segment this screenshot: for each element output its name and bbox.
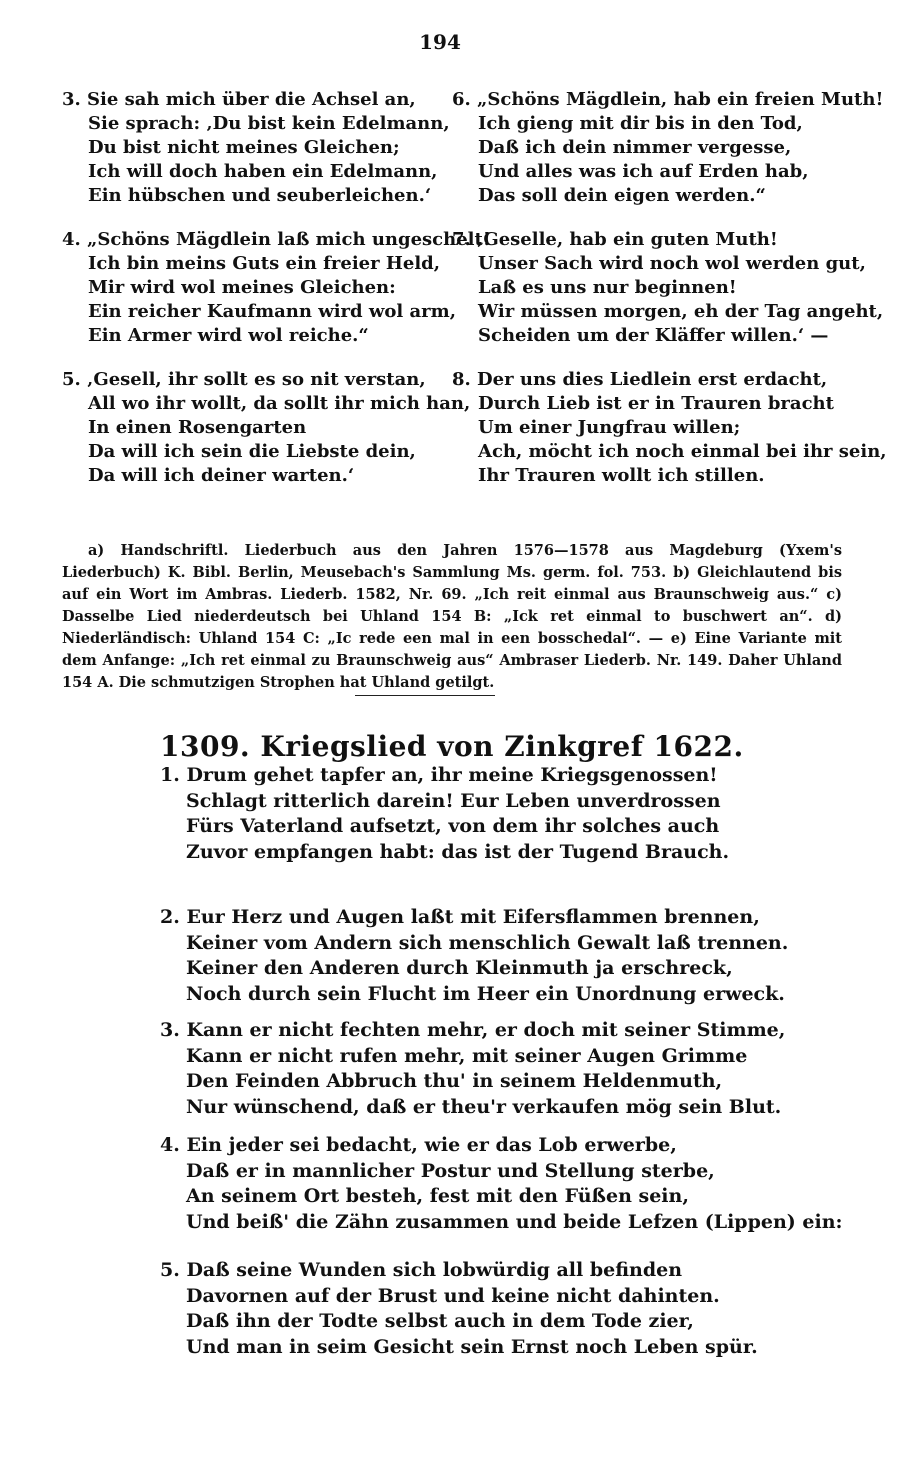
- verse-line: Daß ihn der Todte selbst auch in dem Tode zier,: [186, 1310, 694, 1332]
- stanza: [452, 368, 887, 488]
- verse-line: Das soll dein eigen werden.“: [478, 185, 766, 206]
- verse-line: Ich bin meins Guts ein freier Held,: [88, 253, 441, 274]
- verse-line: Da will ich deiner warten.‘: [88, 465, 355, 486]
- verse-line: 5. ‚Gesell, ihr sollt es so nit verstan,: [62, 369, 426, 390]
- verse-line: Schlagt ritterlich darein! Eur Leben unverdrossen: [186, 789, 721, 812]
- verse-line: Fürs Vaterland aufsetzt, von dem ihr solches auch: [186, 815, 720, 837]
- verse-line: Und beiß' die Zähn zusammen und beide Lefzen (Lippen) ein:: [186, 1210, 843, 1233]
- song-stanza: [160, 1258, 758, 1360]
- verse-line: 7. ‚Geselle, hab ein guten Muth!: [452, 229, 778, 250]
- stanza: [62, 368, 470, 488]
- verse-line: Keiner den Anderen durch Kleinmuth ja erschreck,: [186, 957, 733, 979]
- stanza: [62, 228, 491, 348]
- verse-line: An seinem Ort besteh, fest mit den Füßen sein,: [186, 1185, 689, 1207]
- verse-line: Ich gieng mit dir bis in den Tod,: [478, 113, 803, 134]
- verse-line: Ein hübschen und seuberleichen.‘: [88, 185, 432, 206]
- page-number: 194: [419, 30, 461, 54]
- verse-line: Unser Sach wird noch wol werden gut,: [478, 253, 866, 274]
- song-title: 1309. Kriegslied von Zinkgref 1622.: [160, 730, 744, 763]
- verse-line: Um einer Jungfrau willen;: [478, 417, 741, 438]
- verse-line: Nur wünschend, daß er theu'r verkaufen mög sein Blut.: [186, 1095, 782, 1118]
- stanza: [452, 88, 883, 208]
- verse-line: Keiner vom Andern sich menschlich Gewalt laß trennen.: [186, 931, 789, 954]
- verse-line: Zuvor empfangen habt: das ist der Tugend Brauch.: [186, 840, 730, 863]
- verse-line: Daß er in mannlicher Postur und Stellung sterbe,: [186, 1159, 715, 1182]
- verse-line: Und alles was ich auf Erden hab,: [478, 161, 809, 182]
- song-stanza: [160, 763, 729, 865]
- song-stanza: [160, 1133, 843, 1235]
- verse-line: Daß ich dein nimmer vergesse,: [478, 137, 792, 158]
- verse-line: 4. „Schöns Mägdlein laß mich ungeschelt!: [62, 229, 491, 250]
- song-stanza: [160, 905, 788, 1007]
- verse-line: Ach, möcht ich noch einmal bei ihr sein,: [478, 441, 887, 462]
- verse-line: Ihr Trauren wollt ich stillen.: [478, 465, 765, 486]
- verse-line: Und man in seim Gesicht sein Ernst noch Leben spür.: [186, 1335, 758, 1358]
- footnote-text: a) Handschriftl. Liederbuch aus den Jahren 1576—1578 aus Magdeburg (Yxem's Liederbuch) K. Bibl. Berlin, Meusebach's Sammlung Ms. germ. fol. 753. b) Gleichlautend bis auf ein Wort im Ambras. Liederb. 1582, Nr. 69. „Ich reit einmal aus Braunschweig aus.“ c) Dasselbe Lied niederdeutsch bei Uhland 154 B: „Ick ret einmal to buschwert an“. d) Niederländisch: Uhland 154 C: „Ic rede een mal in een bosschedal“. — e) Eine Variante mit dem Anfange: „Ich ret einmal zu Braunschweig aus“ Ambraser Liederb. Nr. 149. Daher Uhland 154 A. Die schmutzigen Strophen hat Uhland getilgt.: [62, 542, 842, 691]
- verse-line: Scheiden um der Kläffer willen.‘ —: [478, 325, 829, 346]
- verse-line: All wo ihr wollt, da sollt ihr mich han,: [88, 393, 471, 414]
- verse-line: 4. Ein jeder sei bedacht, wie er das Lob erwerbe,: [160, 1134, 677, 1156]
- song-stanza: [160, 1018, 785, 1120]
- verse-line: Du bist nicht meines Gleichen;: [88, 137, 400, 158]
- stanza: [62, 88, 450, 208]
- verse-line: Den Feinden Abbruch thu' in seinem Heldenmuth,: [186, 1070, 723, 1092]
- verse-line: 3. Sie sah mich über die Achsel an,: [62, 89, 416, 110]
- verse-line: Laß es uns nur beginnen!: [478, 277, 737, 298]
- verse-line: 2. Eur Herz und Augen laßt mit Eifersflammen brennen,: [160, 906, 760, 928]
- divider: [355, 695, 495, 696]
- verse-line: Mir wird wol meines Gleichen:: [88, 277, 396, 298]
- verse-line: Noch durch sein Flucht im Heer ein Unordnung erweck.: [186, 982, 785, 1005]
- verse-line: Kann er nicht rufen mehr, mit seiner Augen Grimme: [186, 1044, 748, 1067]
- verse-line: Ein reicher Kaufmann wird wol arm,: [88, 301, 456, 322]
- verse-line: Ein Armer wird wol reiche.“: [88, 325, 369, 346]
- verse-line: Sie sprach: ‚Du bist kein Edelmann,: [88, 113, 450, 134]
- verse-line: 3. Kann er nicht fechten mehr, er doch mit seiner Stimme,: [160, 1019, 786, 1041]
- stanza: [452, 228, 883, 348]
- verse-line: Ich will doch haben ein Edelmann,: [88, 161, 438, 182]
- footnotes: [62, 540, 842, 694]
- verse-line: Durch Lieb ist er in Trauren bracht: [478, 393, 834, 414]
- verse-line: 1. Drum gehet tapfer an, ihr meine Kriegsgenossen!: [160, 764, 718, 786]
- verse-line: Wir müssen morgen, eh der Tag angeht,: [478, 301, 884, 322]
- verse-line: 5. Daß seine Wunden sich lobwürdig all befinden: [160, 1259, 683, 1281]
- verse-line: In einen Rosengarten: [88, 417, 307, 438]
- verse-line: 8. Der uns dies Liedlein erst erdacht,: [452, 369, 828, 390]
- verse-line: Davornen auf der Brust und keine nicht dahinten.: [186, 1284, 720, 1307]
- verse-line: 6. „Schöns Mägdlein, hab ein freien Muth!: [452, 89, 884, 110]
- verse-line: Da will ich sein die Liebste dein,: [88, 441, 416, 462]
